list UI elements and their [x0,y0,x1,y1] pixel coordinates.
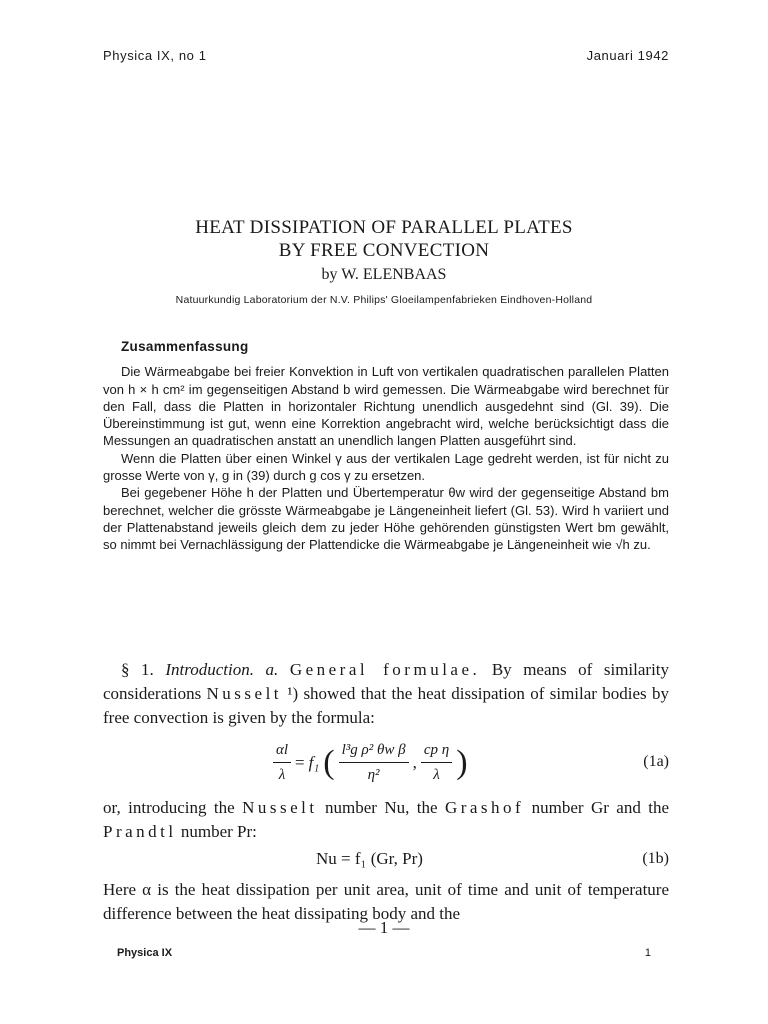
abstract [103,338,669,554]
intro-paragraph [103,658,669,730]
article-title [0,216,768,262]
author-affiliation: Natuurkundig Laboratorium der N.V. Philips' Gloeilampenfabrieken Eindhoven-Holland [175,294,593,306]
abstract-heading: Zusammenfassung [121,339,249,354]
equation-1a-formula [273,738,468,787]
argument-separator: , [412,752,417,772]
prandtl-denominator: λ [433,767,440,783]
equation-1a-number: (1a) [643,753,669,770]
equation-1b-formula: Nu = f₁ (Gr, Pr) [316,849,423,868]
right-paren: ) [456,743,468,781]
abstract-paragraph-2: Wenn die Platten über einen Winkel γ aus der vertikalen Lage gedreht werden, ist für nicht zu grosse Werte von γ, g in (39) durch g cos γ zu ersetzen. [103,450,669,484]
title-line-1: HEAT DISSIPATION OF PARALLEL PLATES [195,217,573,238]
title-line-2: BY FREE CONVECTION [278,240,490,261]
prandtl-numerator: cp η [421,738,452,763]
abstract-paragraph-1: Die Wärmeabgabe bei freier Konvektion in Luft von vertikalen quadratischen parallelen Platten von h × h cm² im gegenseitigen Abstand b wird gemessen. Die Wärmeabgabe wird berechnet für den Fall, dass die Platten in horizontaler Richtung unendlich ausgedehnt sind (Gl. 39). Die Übereinstimmung ist gut, wenn eine Korrektion angebracht wird, welche berücksichtigt dass die Messungen an quadratischen anstatt an unendlich langen Platten ausgeführt sind. [103,364,669,449]
footer-page-number: 1 [644,947,651,959]
text-2a: or, introducing the [103,798,235,817]
left-paren: ( [323,743,335,781]
intro-text-1a: By means of similarity considerations [103,660,670,703]
grashof-numerator: l³g ρ² θw β [339,738,409,763]
lhs-numerator: αl [273,738,291,763]
issue-date: Januari 1942 [586,48,669,63]
author-byline: by W. ELENBAAS [321,266,447,283]
name-nusselt-2: Nusselt [242,798,318,817]
dimensionless-numbers-paragraph [103,796,669,844]
journal-reference: Physica IX, no 1 [103,48,207,63]
prandtl-fraction [421,738,452,787]
text-2b: number Nu, the [325,798,438,817]
grashof-denominator: η² [367,767,380,783]
footer-journal: Physica IX [117,947,173,959]
text-2c: number Gr and the [531,798,670,817]
heat-dissipation-paragraph: Here α is the heat dissipation per unit area, unit of time and unit of temperature difference between the heat dissipating body and the [103,880,669,923]
section-number: § 1. [121,660,154,679]
name-nusselt: Nusselt [206,684,283,703]
equation-1b-number: (1b) [642,850,669,867]
lhs-denominator: λ [278,767,286,783]
main-text [103,658,669,926]
subsection-title: General formulae. [289,660,481,679]
name-prandtl: Prandtl [103,822,177,841]
page-number-centered: — 1 — [358,918,410,937]
abstract-paragraph-3: Bei gegebener Höhe h der Platten und Übertemperatur θw wird der gegenseitige Abstand bm berechnet, welcher die grösste Wärmeabgabe je Längeneinheit liefert (Gl. 53). Wird h variiert und der Plattenabstand jeweils gleich dem zu jeder Höhe gehörenden günstigsten Wert bm gewählt, so nimmt bei Vernachlässigung der Plattendicke die Wärmeabgabe je Längeneinheit wie √h zu. [103,485,669,553]
text-2d: number Pr: [180,822,257,841]
equation-1a [103,734,669,790]
lhs-fraction [273,738,291,787]
equation-1b [103,844,669,874]
function-symbol: f₁ [308,752,320,772]
intro-text-1b: ¹) showed that the heat dissipation of similar bodies by free convection is given by the formula: [103,684,669,727]
name-grashof: Grashof [444,798,525,817]
section-title: Introduction. [165,660,254,679]
equals-sign: = [295,752,305,772]
grashof-fraction [339,738,409,787]
subsection-letter: a. [265,660,279,679]
